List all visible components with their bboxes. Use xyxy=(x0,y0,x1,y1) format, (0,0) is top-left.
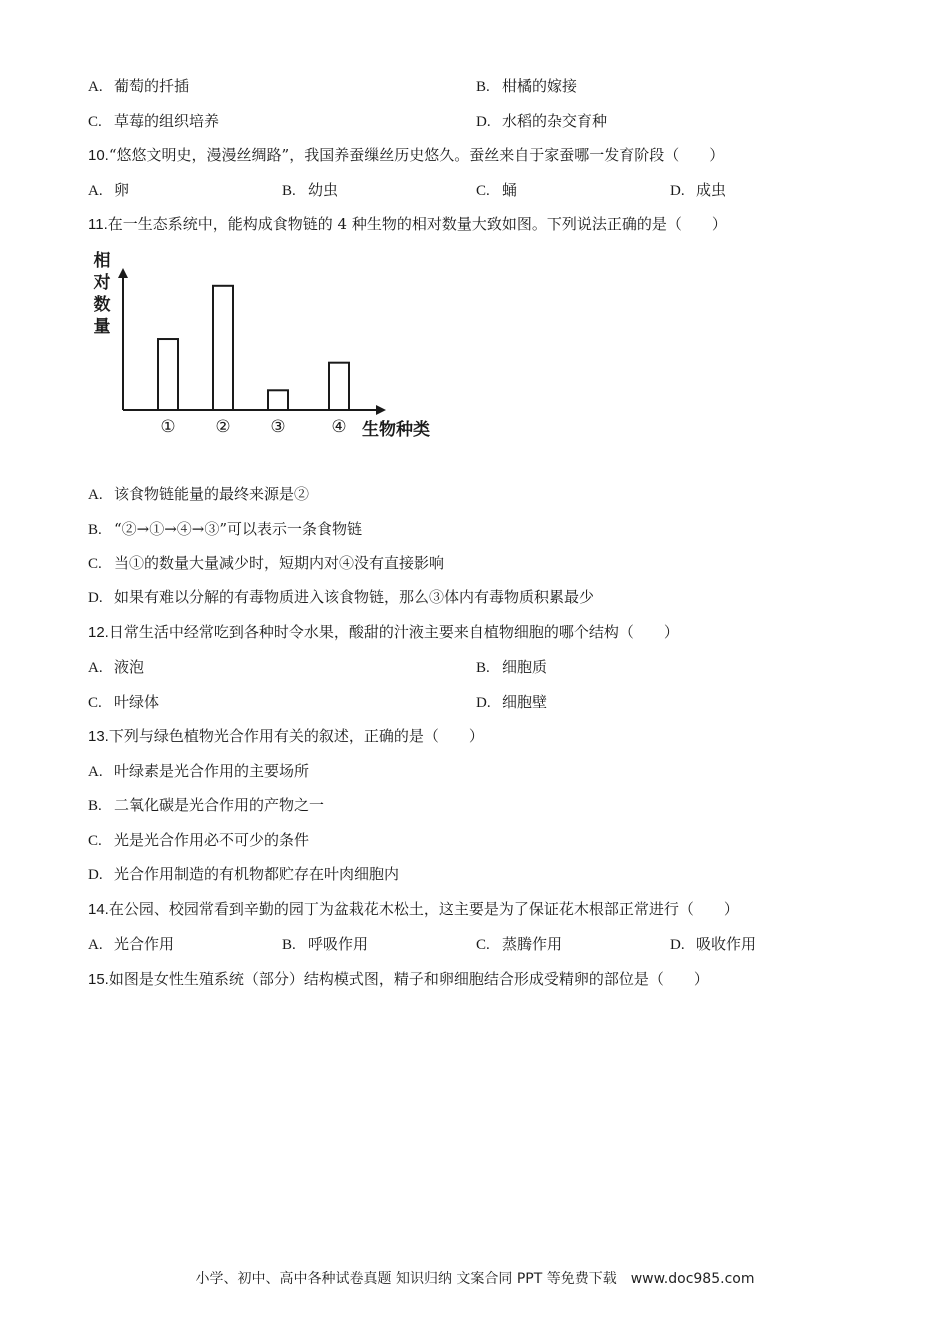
option-text: 细胞壁 xyxy=(502,693,548,711)
question-number: 14. xyxy=(88,901,109,918)
q12-stem xyxy=(88,622,679,643)
q10-option-d[interactable] xyxy=(670,180,726,201)
option-text: 水稻的杂交育种 xyxy=(502,112,608,130)
option-label: A. xyxy=(88,487,103,503)
option-label: D. xyxy=(88,590,103,606)
option-label: C. xyxy=(88,833,102,849)
question-number: 13. xyxy=(88,728,109,745)
option-label: C. xyxy=(476,937,490,953)
option-label: B. xyxy=(88,522,102,538)
option-text: 如果有难以分解的有毒物质进入该食物链，那么③体内有毒物质积累最少 xyxy=(114,588,595,606)
option-label: B. xyxy=(282,183,296,199)
q14-stem xyxy=(88,899,739,920)
q10-stem xyxy=(88,145,724,166)
option-text: 柑橘的嫁接 xyxy=(502,77,578,95)
x-axis-label: 生物种类 xyxy=(362,420,430,440)
option-text: 二氧化碳是光合作用的产物之一 xyxy=(114,796,325,814)
option-label: C. xyxy=(476,183,490,199)
q12-option-c[interactable] xyxy=(88,692,159,713)
option-text: 该食物链能量的最终来源是② xyxy=(114,485,310,503)
option-text: 叶绿体 xyxy=(114,693,160,711)
option-label: D. xyxy=(670,937,685,953)
option-label: A. xyxy=(88,79,103,95)
question-text: 下列与绿色植物光合作用有关的叙述，正确的是（ ） xyxy=(108,727,484,745)
option-text: 当①的数量大量减少时，短期内对④没有直接影响 xyxy=(114,554,445,572)
q13-stem xyxy=(88,726,484,747)
x-tick-label: ③ xyxy=(270,417,286,437)
q13-option-a[interactable] xyxy=(88,761,309,782)
x-tick-label: ④ xyxy=(331,417,347,437)
option-text: 光合作用制造的有机物都贮存在叶肉细胞内 xyxy=(114,865,400,883)
option-label: A. xyxy=(88,764,103,780)
q11-option-b[interactable] xyxy=(88,519,362,540)
question-text: 如图是女性生殖系统（部分）结构模式图，精子和卵细胞结合形成受精卵的部位是（ ） xyxy=(108,970,709,988)
y-axis-label-char: 相 xyxy=(93,251,111,271)
option-text: 光合作用 xyxy=(114,935,175,953)
q11-option-a[interactable] xyxy=(88,484,309,505)
question-text: 在公园、校园常看到辛勤的园丁为盆栽花木松土，这主要是为了保证花木根部正常进行（ ） xyxy=(108,900,739,918)
q12-option-b[interactable] xyxy=(476,657,547,678)
option-text: 细胞质 xyxy=(502,658,548,676)
q10-option-b[interactable] xyxy=(282,180,338,201)
option-label: B. xyxy=(476,660,490,676)
q10-option-a[interactable] xyxy=(88,180,129,201)
option-label: B. xyxy=(476,79,490,95)
option-label: D. xyxy=(88,867,103,883)
option-text: “②→①→④→③”可以表示一条食物链 xyxy=(114,520,363,538)
option-label: D. xyxy=(670,183,685,199)
question-text: 日常生活中经常吃到各种时令水果，酸甜的汁液主要来自植物细胞的哪个结构（ ） xyxy=(108,623,679,641)
x-axis-arrow xyxy=(376,405,386,415)
option-text: 成虫 xyxy=(696,181,727,199)
q13-option-d[interactable] xyxy=(88,864,399,885)
q13-option-b[interactable] xyxy=(88,795,324,816)
option-text: 吸收作用 xyxy=(696,935,757,953)
page-footer: 小学、初中、高中各种试卷真题 知识归纳 文案合同 PPT 等免费下载 www.doc985.com xyxy=(195,1271,755,1287)
q9-option-d[interactable] xyxy=(476,111,607,132)
q14-option-c[interactable] xyxy=(476,934,562,955)
option-text: 蒸腾作用 xyxy=(502,935,563,953)
option-label: A. xyxy=(88,937,103,953)
question-number: 15. xyxy=(88,971,109,988)
y-axis-arrow xyxy=(118,268,128,278)
q11-option-c[interactable] xyxy=(88,553,444,574)
q14-option-b[interactable] xyxy=(282,934,368,955)
option-label: C. xyxy=(88,114,102,130)
option-text: 叶绿素是光合作用的主要场所 xyxy=(114,762,310,780)
option-label: B. xyxy=(88,798,102,814)
y-axis-label-char: 对 xyxy=(93,273,111,293)
q15-stem xyxy=(88,969,709,990)
y-axis-label-char: 量 xyxy=(93,317,111,337)
q11-stem xyxy=(88,214,727,235)
option-label: C. xyxy=(88,556,102,572)
question-text: “悠悠文明史，漫漫丝绸路”，我国养蚕缫丝历史悠久。蚕丝来自于家蚕哪一发育阶段（ ） xyxy=(108,146,725,164)
relative-quantity-bar-chart xyxy=(88,248,448,448)
option-text: 幼虫 xyxy=(308,181,339,199)
q9-option-a[interactable] xyxy=(88,76,189,97)
q11-option-d[interactable] xyxy=(88,587,594,608)
option-text: 光是光合作用必不可少的条件 xyxy=(114,831,310,849)
option-label: B. xyxy=(282,937,296,953)
question-text: 在一生态系统中，能构成食物链的 4 种生物的相对数量大致如图。下列说法正确的是（ ） xyxy=(107,215,727,233)
question-number: 11. xyxy=(88,216,108,233)
bar xyxy=(158,339,178,410)
option-label: D. xyxy=(476,114,491,130)
option-text: 呼吸作用 xyxy=(308,935,369,953)
question-number: 12. xyxy=(88,624,109,641)
bar xyxy=(213,286,233,410)
option-text: 葡萄的扦插 xyxy=(114,77,190,95)
q13-option-c[interactable] xyxy=(88,830,309,851)
option-text: 卵 xyxy=(114,181,130,199)
q14-option-a[interactable] xyxy=(88,934,174,955)
option-text: 蛹 xyxy=(502,181,518,199)
q10-option-c[interactable] xyxy=(476,180,517,201)
x-tick-label: ① xyxy=(160,417,176,437)
x-tick-label: ② xyxy=(215,417,231,437)
option-label: A. xyxy=(88,183,103,199)
q12-option-d[interactable] xyxy=(476,692,547,713)
option-label: D. xyxy=(476,695,491,711)
y-axis-label-char: 数 xyxy=(93,295,111,315)
option-text: 草莓的组织培养 xyxy=(114,112,220,130)
option-label: C. xyxy=(88,695,102,711)
q12-option-a[interactable] xyxy=(88,657,144,678)
bar xyxy=(268,390,288,410)
q14-option-d[interactable] xyxy=(670,934,756,955)
q9-option-c[interactable] xyxy=(88,111,219,132)
option-text: 液泡 xyxy=(114,658,145,676)
option-label: A. xyxy=(88,660,103,676)
question-number: 10. xyxy=(88,147,109,164)
q9-option-b[interactable] xyxy=(476,76,577,97)
bar xyxy=(329,363,349,410)
